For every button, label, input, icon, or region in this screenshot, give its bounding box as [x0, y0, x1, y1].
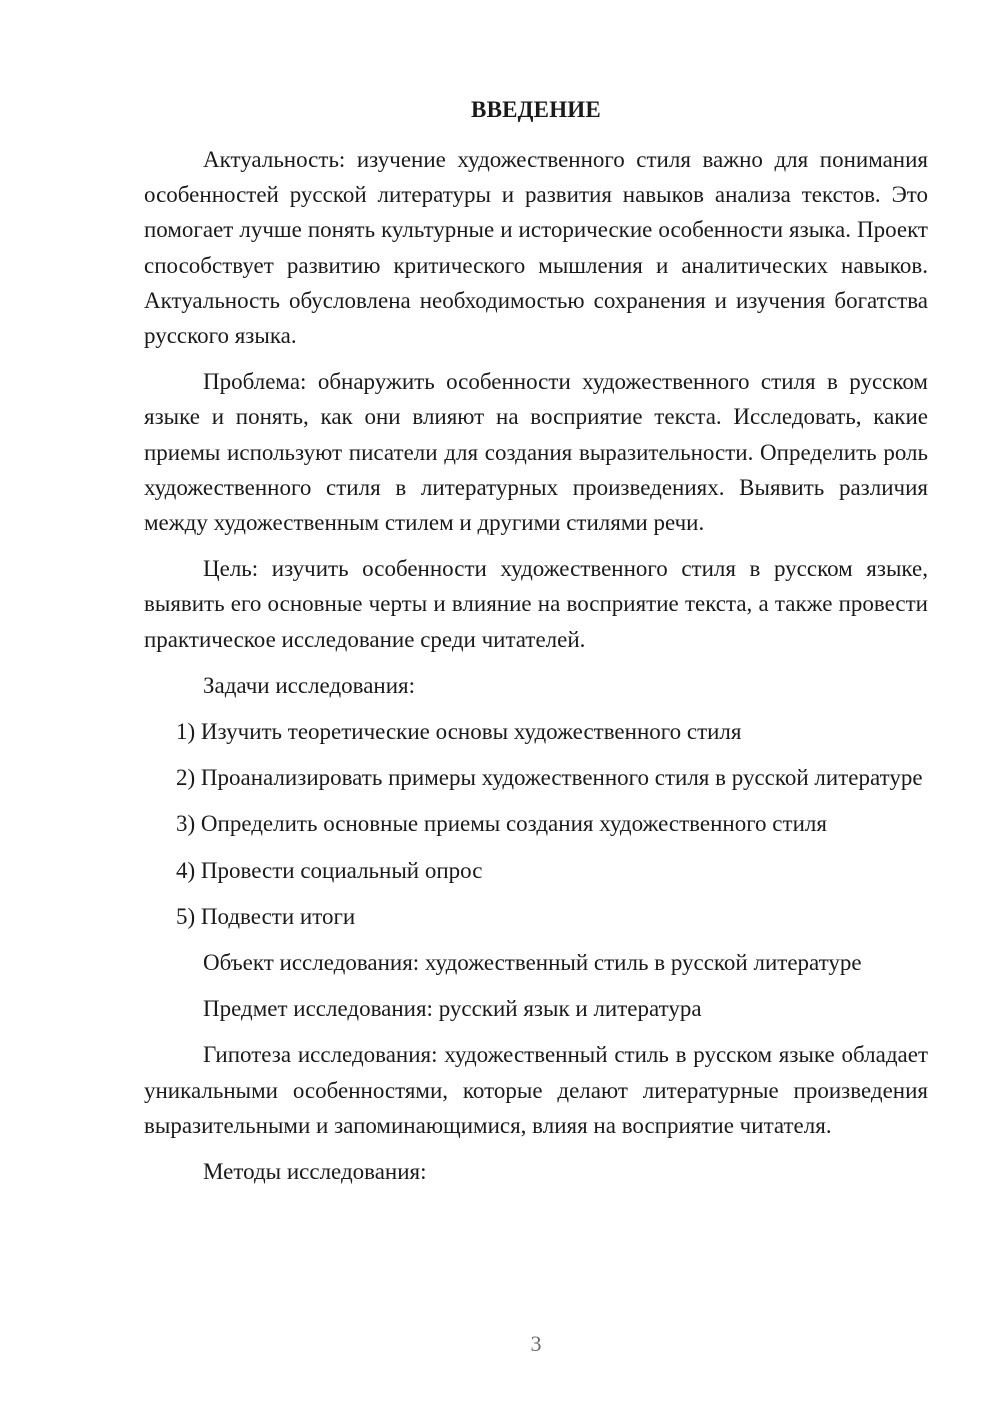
methods-heading: Методы исследования:	[203, 1159, 427, 1185]
page-number: 3	[530, 1331, 542, 1356]
task-item-3: 3) Определить основные приемы создания художественного стиля	[176, 811, 827, 837]
relevance-paragraph: Актуальность: изучение художественного стиля важно для понимания особенностей русской литературы и развития навыков анализа текстов. Это помогает лучше понять культурные и исторические особенности языка. Проект способствует развитию критического мышления и аналитических навыков. Актуальность обусловлена необходимостью сохранения и изучения богатства русского языка.	[144, 147, 928, 349]
task-item-5: 5) Подвести итоги	[176, 903, 356, 929]
task-item-1: 1) Изучить теоретические основы художественного стиля	[176, 719, 742, 745]
tasks-list	[144, 714, 928, 934]
hypothesis-paragraph: Гипотеза исследования: художественный стиль в русском языке обладает уникальными особенностями, которые делают литературные произведения выразительными и запоминающимися, влияя на восприятие читателя.	[144, 1042, 928, 1138]
tasks-heading: Задачи исследования:	[203, 672, 416, 698]
subject-paragraph: Предмет исследования: русский язык и литература	[203, 996, 702, 1022]
problem-paragraph: Проблема: обнаружить особенности художественного стиля в русском языке и понять, как они влияют на восприятие текста. Исследовать, какие приемы используют писатели для создания выразительности. Определить роль художественного стиля в литературных произведениях. Выявить различия между художественным стилем и другими стилями речи.	[144, 369, 928, 536]
section-title: ВВЕДЕНИЕ	[471, 97, 601, 122]
page-content	[144, 92, 928, 1200]
task-item-2: 2) Проанализировать примеры художественного стиля в русской литературе	[176, 765, 923, 791]
task-item-4: 4) Провести социальный опрос	[176, 857, 483, 883]
goal-paragraph: Цель: изучить особенности художественного стиля в русском языке, выявить его основные черты и влияние на восприятие текста, а также провести практическое исследование среди читателей.	[144, 556, 928, 652]
object-paragraph: Объект исследования: художественный стиль в русской литературе	[203, 950, 862, 976]
